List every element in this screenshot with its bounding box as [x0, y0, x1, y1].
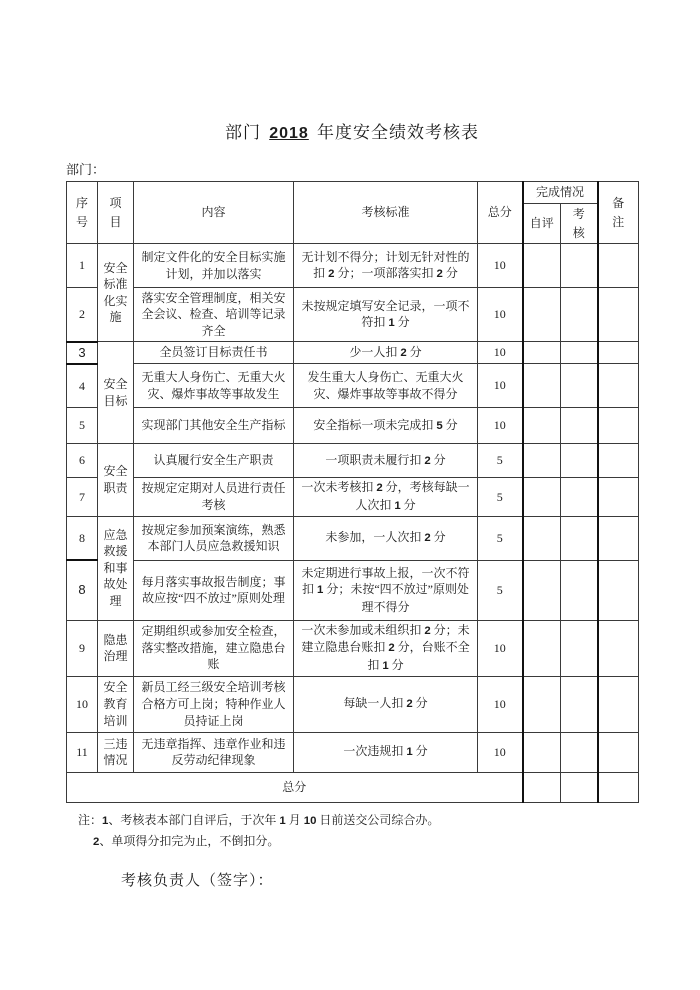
total-self-eval: [523, 772, 561, 802]
table-row: [67, 676, 639, 732]
cell-standard: 无计划不得分；计划无针对性的扣 2 分；一项部落实扣 2 分: [294, 244, 478, 288]
cell-standard: 少一人扣 2 分: [294, 342, 478, 364]
cell-no: 5: [67, 408, 98, 444]
header-no: 序号: [67, 182, 98, 244]
cell-assess: [561, 342, 598, 364]
cell-self-eval: [523, 676, 561, 732]
table-row: [67, 288, 639, 342]
cell-project: 应急救援和事故处理: [98, 516, 134, 620]
cell-assess: [561, 244, 598, 288]
signature-label: 考核负责人（签字）：: [121, 872, 274, 889]
table-row: [67, 364, 639, 408]
table-row: [67, 732, 639, 772]
cell-content: 按规定参加预案演练，熟悉本部门人员应急救援知识: [134, 516, 294, 560]
cell-assess: [561, 288, 598, 342]
title-year: 2018: [269, 125, 309, 142]
total-row: [67, 772, 639, 802]
cell-no: 9: [67, 620, 98, 676]
cell-standard: 未定期进行事故上报，一次不符扣 1 分；未按“四不放过”原则处理不得分: [294, 560, 478, 620]
cell-self-eval: [523, 288, 561, 342]
cell-self-eval: [523, 364, 561, 408]
cell-self-eval: [523, 342, 561, 364]
cell-content: 认真履行安全生产职责: [134, 444, 294, 478]
cell-assess: [561, 516, 598, 560]
cell-remark: [598, 516, 639, 560]
cell-self-eval: [523, 478, 561, 516]
cell-score: 10: [478, 676, 523, 732]
cell-remark: [598, 244, 639, 288]
page-title: [66, 118, 638, 143]
cell-assess: [561, 408, 598, 444]
table-row: [67, 342, 639, 364]
cell-no: 2: [67, 288, 98, 342]
cell-assess: [561, 620, 598, 676]
cell-self-eval: [523, 620, 561, 676]
cell-assess: [561, 364, 598, 408]
cell-remark: [598, 732, 639, 772]
cell-project: 三违情况: [98, 732, 134, 772]
cell-standard: 一次未参加或未组织扣 2 分；未建立隐患台账扣 2 分，台账不全扣 1 分: [294, 620, 478, 676]
cell-content: 无违章指挥、违章作业和违反劳动纪律现象: [134, 732, 294, 772]
table-row: [67, 408, 639, 444]
cell-no: 7: [67, 478, 98, 516]
cell-assess: [561, 560, 598, 620]
header-self-eval: 自评: [523, 204, 561, 244]
note-1: 注：1、考核表本部门自评后，于次年 1 月 10 日前送交公司综合办。: [78, 812, 440, 827]
cell-score: 10: [478, 342, 523, 364]
header-assess: 考核: [561, 204, 598, 244]
cell-project: 安全目标: [98, 342, 134, 444]
cell-self-eval: [523, 732, 561, 772]
table-row: [67, 444, 639, 478]
cell-content: 定期组织或参加安全检查，落实整改措施，建立隐患台账: [134, 620, 294, 676]
cell-project: 安全标准化实施: [98, 244, 134, 342]
cell-standard: 安全指标一项未完成扣 5 分: [294, 408, 478, 444]
table-row: [67, 516, 639, 560]
cell-standard: 未按规定填写安全记录，一项不符扣 1 分: [294, 288, 478, 342]
cell-standard: 一项职责未履行扣 2 分: [294, 444, 478, 478]
cell-no: 8: [67, 516, 98, 560]
cell-content: 无重大人身伤亡、无重大火灾、爆炸事故等事故发生: [134, 364, 294, 408]
cell-score: 10: [478, 732, 523, 772]
cell-score: 10: [478, 364, 523, 408]
cell-no: 10: [67, 676, 98, 732]
cell-assess: [561, 478, 598, 516]
cell-no: 8: [67, 560, 98, 620]
cell-score: 5: [478, 560, 523, 620]
cell-no: 6: [67, 444, 98, 478]
header-row-1: [67, 182, 639, 204]
cell-remark: [598, 560, 639, 620]
total-label: 总分: [67, 772, 523, 802]
cell-score: 10: [478, 620, 523, 676]
note-2: 2、单项得分扣完为止，不倒扣分。: [93, 834, 280, 849]
cell-remark: [598, 364, 639, 408]
cell-score: 10: [478, 288, 523, 342]
cell-no: 11: [67, 732, 98, 772]
total-remark: [598, 772, 639, 802]
header-project: 项目: [98, 182, 134, 244]
cell-remark: [598, 620, 639, 676]
footnotes: [66, 810, 638, 853]
cell-standard: 发生重大人身伤亡、无重大火灾、爆炸事故等事故不得分: [294, 364, 478, 408]
header-remark: 备注: [598, 182, 639, 244]
cell-score: 10: [478, 408, 523, 444]
cell-content: 全员签订目标责任书: [134, 342, 294, 364]
cell-content: 落实安全管理制度，相关安全会议、检查、培训等记录齐全: [134, 288, 294, 342]
cell-standard: 未参加，一人次扣 2 分: [294, 516, 478, 560]
cell-no: 4: [67, 364, 98, 408]
cell-remark: [598, 478, 639, 516]
cell-remark: [598, 444, 639, 478]
cell-standard: 一次违规扣 1 分: [294, 732, 478, 772]
cell-content: 实现部门其他安全生产指标: [134, 408, 294, 444]
cell-self-eval: [523, 516, 561, 560]
cell-self-eval: [523, 444, 561, 478]
cell-project: 隐患治理: [98, 620, 134, 676]
department-label: 部门：: [66, 162, 106, 177]
title-suffix: 年度安全绩效考核表: [317, 123, 480, 142]
cell-assess: [561, 676, 598, 732]
cell-no: 3: [67, 342, 98, 364]
cell-content: 制定文件化的安全目标实施计划，并加以落实: [134, 244, 294, 288]
cell-project: 安全职责: [98, 444, 134, 516]
cell-self-eval: [523, 408, 561, 444]
cell-content: 按规定定期对人员进行责任考核: [134, 478, 294, 516]
cell-score: 10: [478, 244, 523, 288]
cell-standard: 每缺一人扣 2 分: [294, 676, 478, 732]
cell-content: 新员工经三级安全培训考核合格方可上岗；特种作业人员持证上岗: [134, 676, 294, 732]
cell-standard: 一次未考核扣 2 分，考核每缺一人次扣 1 分: [294, 478, 478, 516]
cell-assess: [561, 732, 598, 772]
cell-remark: [598, 676, 639, 732]
header-completion: 完成情况: [523, 182, 598, 204]
cell-project: 安全教育培训: [98, 676, 134, 732]
cell-score: 5: [478, 478, 523, 516]
cell-self-eval: [523, 244, 561, 288]
cell-score: 5: [478, 444, 523, 478]
cell-assess: [561, 444, 598, 478]
header-content: 内容: [134, 182, 294, 244]
cell-remark: [598, 342, 639, 364]
cell-remark: [598, 408, 639, 444]
cell-remark: [598, 288, 639, 342]
cell-self-eval: [523, 560, 561, 620]
table-row: [67, 620, 639, 676]
cell-score: 5: [478, 516, 523, 560]
total-assess: [561, 772, 598, 802]
assessment-table: [66, 181, 639, 803]
cell-content: 每月落实事故报告制度；事故应按“四不放过”原则处理: [134, 560, 294, 620]
table-row: [67, 478, 639, 516]
header-score: 总分: [478, 182, 523, 244]
title-prefix: 部门: [224, 123, 261, 142]
table-row: [67, 244, 639, 288]
header-standard: 考核标准: [294, 182, 478, 244]
cell-no: 1: [67, 244, 98, 288]
table-row: [67, 560, 639, 620]
